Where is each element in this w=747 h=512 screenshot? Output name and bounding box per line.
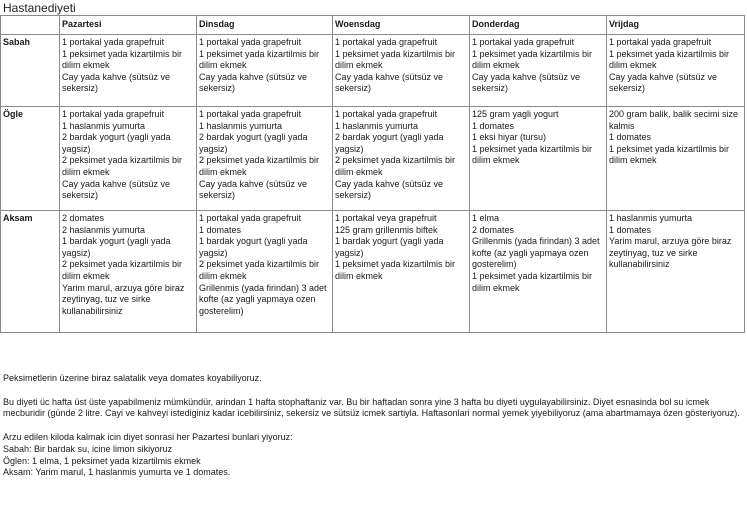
meal-item: 2 peksimet yada kizartilmis bir dilim ekmek bbox=[62, 155, 183, 177]
meal-item: 1 peksimet yada kizartilmis bir dilim ekmek bbox=[62, 48, 183, 71]
meal-item: Cay yada kahve (sütsüz ve sekersiz) bbox=[609, 71, 718, 94]
meal-cell bbox=[197, 107, 333, 211]
meal-cell bbox=[333, 211, 470, 333]
meal-item: 1 portakal yada grapefruit bbox=[62, 109, 165, 119]
meal-item: Cay yada kahve (sütsüz ve sekersiz) bbox=[335, 178, 444, 201]
meal-cell bbox=[470, 211, 607, 333]
meal-item: Cay yada kahve (sütsüz ve sekersiz) bbox=[335, 71, 444, 94]
column-header: Dinsdag bbox=[197, 16, 333, 35]
document-title: Hastanediyeti bbox=[3, 1, 76, 15]
table-header-row bbox=[1, 16, 745, 35]
meal-cell bbox=[333, 107, 470, 211]
meal-item: 2 bardak yogurt (yagli yada yagsiz) bbox=[335, 132, 444, 154]
meal-cell bbox=[607, 211, 745, 333]
meal-item: 1 haslanmis yumurta bbox=[609, 213, 693, 223]
meal-cell bbox=[197, 35, 333, 107]
meal-item: 1 elma bbox=[472, 213, 500, 223]
meal-item: 1 portakal yada grapefruit bbox=[335, 37, 438, 47]
meal-item: 1 portakal yada grapefruit bbox=[62, 37, 165, 47]
column-header: Woensdag bbox=[333, 16, 470, 35]
meal-cell bbox=[60, 35, 197, 107]
meal-cell bbox=[60, 211, 197, 333]
meal-item: 1 portakal veya grapefruit bbox=[335, 213, 437, 223]
maintenance-sabah: Sabah: Bir bardak su, icine limon sikiyoruz bbox=[3, 443, 173, 454]
row-header: Sabah bbox=[1, 35, 60, 107]
table-row bbox=[1, 35, 745, 107]
notes-section bbox=[3, 373, 743, 479]
meal-cell bbox=[333, 35, 470, 107]
meal-cell bbox=[470, 35, 607, 107]
meal-cell bbox=[60, 107, 197, 211]
meal-item: 1 peksimet yada kizartilmis bir dilim ekmek bbox=[335, 259, 456, 281]
meal-item: Cay yada kahve (sütsüz ve sekersiz) bbox=[472, 71, 581, 94]
meal-item: 1 haslanmis yumurta bbox=[62, 120, 146, 131]
meal-item: Grillenmis (yada firindan) 3 adet kofte (az yagli yapmaya ozen gosterelim) bbox=[199, 282, 327, 316]
meal-cell bbox=[470, 107, 607, 211]
meal-item: 1 domates bbox=[609, 224, 652, 235]
meal-cell bbox=[197, 211, 333, 333]
table-row bbox=[1, 211, 745, 333]
meal-item: 1 eksi hiyar (tursu) bbox=[472, 132, 547, 143]
maintenance-intro: Arzu edilen kiloda kalmak icin diyet sonrasi her Pazartesi bunlari yiyoruz: bbox=[3, 431, 293, 442]
meal-item: 1 bardak yogurt (yagli yada yagsiz) bbox=[199, 236, 308, 258]
meal-item: 2 peksimet yada kizartilmis bir dilim ekmek bbox=[199, 259, 320, 281]
meal-item: 1 peksimet yada kizartilmis bir dilim ekmek bbox=[472, 143, 593, 166]
meal-item: 125 gram yagli yogurt bbox=[472, 109, 559, 119]
row-header: Ögle bbox=[1, 107, 60, 211]
meal-item: 1 portakal yada grapefruit bbox=[335, 109, 438, 119]
meal-item: Yarim marul, arzuya göre biraz zeytinyag, tuz ve sirke kullanabilirsiniz bbox=[609, 236, 732, 270]
meal-item: 200 gram balik, balik secimi size kalmis bbox=[609, 109, 739, 131]
meal-item: Grillenmis (yada firindan) 3 adet kofte (az yagli yapmaya ozen gosterelim) bbox=[472, 236, 600, 270]
maintenance-oglen: Öglen: 1 elma, 1 peksimet yada kizartilmis ekmek bbox=[3, 455, 201, 466]
meal-item: Cay yada kahve (sütsüz ve sekersiz) bbox=[199, 178, 308, 201]
meal-item: 1 peksimet yada kizartilmis bir dilim ekmek bbox=[199, 48, 320, 71]
meal-item: 1 peksimet yada kizartilmis bir dilim ekmek bbox=[335, 48, 456, 71]
meal-item: 2 bardak yogurt (yagli yada yagsiz) bbox=[62, 132, 171, 154]
meal-cell bbox=[607, 107, 745, 211]
meal-item: 2 peksimet yada kizartilmis bir dilim ekmek bbox=[335, 155, 456, 177]
meal-item: 125 gram grillenmis biftek bbox=[335, 224, 438, 235]
corner-cell bbox=[1, 16, 60, 35]
meal-item: 2 domates bbox=[472, 224, 515, 235]
meal-item: 1 haslanmis yumurta bbox=[335, 120, 419, 131]
meal-item: 1 domates bbox=[472, 120, 515, 131]
meal-item: Cay yada kahve (sütsüz ve sekersiz) bbox=[62, 71, 171, 94]
meal-item: Cay yada kahve (sütsüz ve sekersiz) bbox=[199, 71, 308, 94]
meal-item: 1 peksimet yada kizartilmis bir dilim ekmek bbox=[609, 143, 730, 166]
note-paragraph: Bu diyeti üc hafta üst üste yapabilmeniz mümkündür, arindan 1 hafta stophaftaniz var. Bu bir haftadan sonra yine 3 hafta bu diyeti uygulayabilirsiniz. Diyet esnasinda bol su icmek mecburidir (günde 2 litre. Cayi ve kahveyi istediginiz kadar icebilirsiniz, sekersiz ve sütsüz icmek sartiyla. Haftasonlari normal yemek yiyebiliyoruz (ama abartmamaya özen gösteriyoruz). bbox=[3, 396, 740, 419]
meal-item: 1 domates bbox=[199, 224, 242, 235]
meal-item: 2 haslanmis yumurta bbox=[62, 224, 146, 235]
meal-item: 1 portakal yada grapefruit bbox=[199, 213, 302, 223]
meal-item: 2 domates bbox=[62, 213, 105, 223]
table-row bbox=[1, 107, 745, 211]
maintenance-aksam: Aksam: Yarim marul, 1 haslanmis yumurta ve 1 domates. bbox=[3, 467, 231, 478]
column-header: Donderdag bbox=[470, 16, 607, 35]
meal-item: Yarim marul, arzuya göre biraz zeytinyag, tuz ve sirke kullanabilirsiniz bbox=[62, 282, 185, 316]
note-paragraph: Peksimetlerin üzerine biraz salatalik veya domates koyabiliyoruz. bbox=[3, 373, 262, 383]
meal-item: 1 peksimet yada kizartilmis bir dilim ekmek bbox=[472, 48, 593, 71]
row-header: Aksam bbox=[1, 211, 60, 333]
meal-item: 1 portakal yada grapefruit bbox=[472, 37, 575, 47]
column-header: Vrijdag bbox=[607, 16, 745, 35]
column-header: Pazartesi bbox=[60, 16, 197, 35]
meal-item: 1 bardak yogurt (yagli yada yagsiz) bbox=[335, 236, 444, 258]
diet-table bbox=[0, 15, 745, 333]
meal-item: 2 peksimet yada kizartilmis bir dilim ekmek bbox=[199, 155, 320, 177]
meal-item: 1 peksimet yada kizartilmis bir dilim ekmek bbox=[609, 48, 730, 71]
meal-item: 2 bardak yogurt (yagli yada yagsiz) bbox=[199, 132, 308, 154]
meal-cell bbox=[607, 35, 745, 107]
meal-item: Cay yada kahve (sütsüz ve sekersiz) bbox=[62, 178, 171, 201]
meal-item: 1 portakal yada grapefruit bbox=[199, 37, 302, 47]
meal-item: 1 domates bbox=[609, 132, 652, 143]
meal-item: 1 peksimet yada kizartilmis bir dilim ekmek bbox=[472, 270, 593, 293]
meal-item: 1 portakal yada grapefruit bbox=[199, 109, 302, 119]
meal-item: 1 portakal yada grapefruit bbox=[609, 37, 712, 47]
meal-item: 1 bardak yogurt (yagli yada yagsiz) bbox=[62, 236, 171, 258]
meal-item: 1 haslanmis yumurta bbox=[199, 120, 283, 131]
meal-item: 2 peksimet yada kizartilmis bir dilim ekmek bbox=[62, 259, 183, 281]
